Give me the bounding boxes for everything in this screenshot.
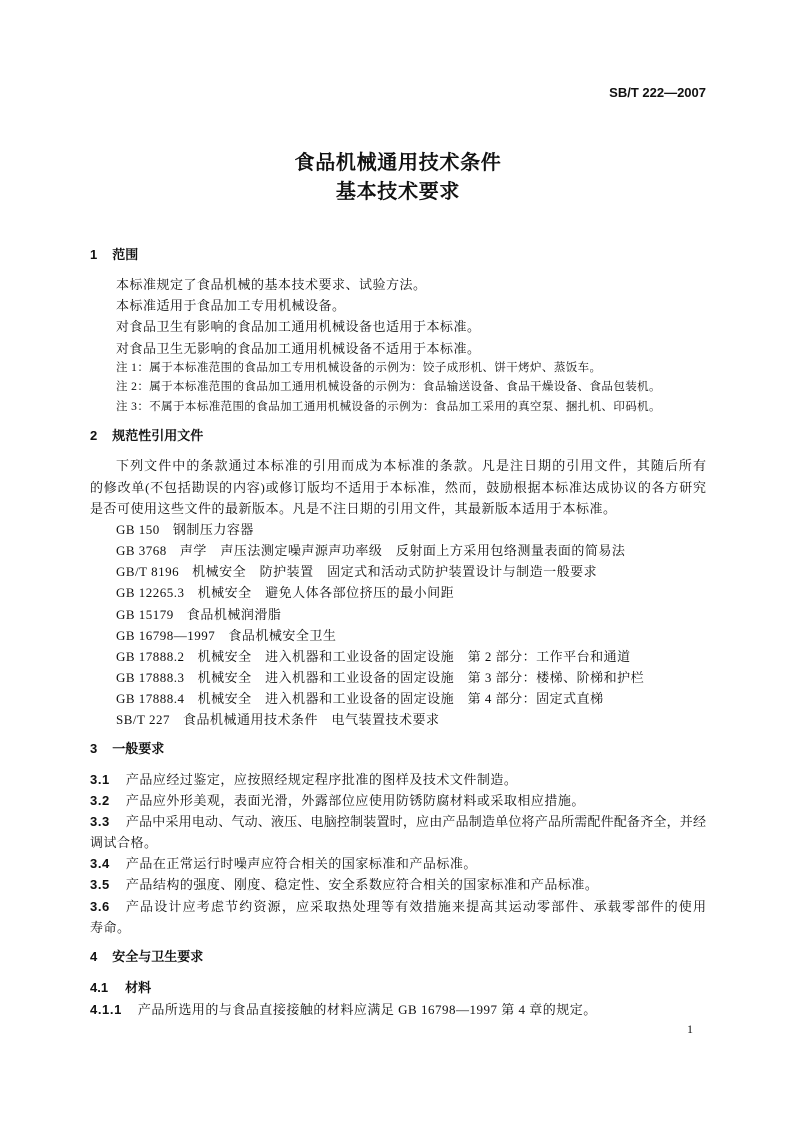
- clause-number: 3.3: [90, 813, 110, 829]
- paragraph: 本标准规定了食品机械的基本技术要求、试验方法。: [116, 277, 427, 293]
- section-heading-safety-hygiene: [90, 946, 706, 967]
- section-number: 4: [90, 948, 98, 964]
- reference-item: [90, 540, 706, 561]
- reference-code: GB 17888.4: [116, 691, 185, 707]
- paragraph: 本标准适用于食品加工专用机械设备。: [116, 298, 346, 314]
- reference-item: [90, 709, 706, 730]
- clause-number: 3.1: [90, 771, 110, 787]
- clause-text-continued: 寿命。: [90, 919, 131, 935]
- reference-item: [90, 561, 706, 582]
- section-number: 2: [90, 428, 98, 444]
- clause-number: 3.4: [90, 856, 110, 872]
- clause-text: 产品中采用电动、气动、液压、电脑控制装置时，应由产品制造单位将产品所需配件配备齐全，并经: [125, 813, 706, 829]
- section-heading-normative-references: [90, 425, 706, 446]
- title-main: 食品机械通用技术条件: [294, 150, 502, 174]
- reference-code: GB 17888.2: [116, 648, 185, 664]
- clause-text: 产品应外形美观，表面光滑，外露部位应使用防锈防腐材料或采取相应措施。: [125, 792, 585, 808]
- clause-text-continued: 调试合格。: [90, 835, 158, 851]
- reference-code: GB/T 8196: [116, 564, 180, 580]
- subsection-heading-materials: [90, 977, 706, 998]
- clause-text: 产品所选用的与食品直接接触的材料应满足 GB 16798—1997 第 4 章的规定。: [137, 1002, 597, 1018]
- clause-3-1: [90, 769, 706, 790]
- clause-4-1-1: [90, 999, 706, 1020]
- document-body: [90, 148, 706, 1020]
- section-title: 规范性引用文件: [112, 428, 204, 444]
- subsection-title: 材料: [125, 980, 152, 996]
- reference-title: 钢制压力容器: [172, 521, 254, 537]
- clause-3-3: [90, 811, 706, 832]
- section-heading-scope: [90, 244, 706, 265]
- reference-item: [90, 604, 706, 625]
- note: 注 3：不属于本标准范围的食品加工通用机械设备的示例为：食品加工采用的真空泵、捆扎机、印码机。: [116, 400, 661, 413]
- section-title: 安全与卫生要求: [112, 948, 204, 964]
- paragraph-line: 下列文件中的条款通过本标准的引用而成为本标准的条款。凡是注日期的引用文件，其随后所有: [116, 458, 706, 474]
- reference-item: [90, 519, 706, 540]
- reference-code: GB 15179: [116, 606, 174, 622]
- reference-code: GB 3768: [116, 543, 167, 559]
- clause-number: 3.5: [90, 877, 110, 893]
- paragraph-line: 是否可使用这些文件的最新版本。凡是不注日期的引用文件，其最新版本适用于本标准。: [90, 500, 617, 516]
- section-title: 一般要求: [112, 741, 165, 757]
- page-number: 1: [687, 1022, 693, 1036]
- reference-title: 机械安全 进入机器和工业设备的固定设施 第 2 部分：工作平台和通道: [197, 648, 631, 664]
- clause-text: 产品设计应考虑节约资源，应采取热处理等有效措施来提高其运动零部件、承载零部件的使用: [125, 898, 706, 914]
- section-number: 3: [90, 741, 98, 757]
- reference-title: 声学 声压法测定噪声源声功率级 反射面上方采用包络测量表面的简易法: [179, 543, 626, 559]
- subsection-number: 4.1: [90, 980, 109, 996]
- paragraph: 对食品卫生有影响的食品加工通用机械设备也适用于本标准。: [116, 319, 481, 335]
- reference-title: 机械安全 进入机器和工业设备的固定设施 第 4 部分：固定式直梯: [197, 691, 604, 707]
- clause-number: 3.6: [90, 898, 110, 914]
- clause-number: 3.2: [90, 792, 110, 808]
- reference-title: 食品机械润滑脂: [186, 606, 282, 622]
- reference-code: SB/T 227: [116, 712, 170, 728]
- paragraph-line: 的修改单(不包括勘误的内容)或修订版均不适用于本标准，然而，鼓励根据本标准达成协议的各方研究: [90, 479, 706, 495]
- reference-item: [90, 582, 706, 603]
- reference-item: [90, 646, 706, 667]
- document-title: [90, 148, 706, 206]
- section-title: 范围: [112, 247, 139, 262]
- reference-item: [90, 625, 706, 646]
- clause-3-2: [90, 790, 706, 811]
- standard-code: SB/T 222—2007: [609, 85, 706, 100]
- clause-3-5: [90, 874, 706, 895]
- reference-item: [90, 667, 706, 688]
- reference-code: GB 16798—1997: [116, 627, 216, 643]
- reference-code: GB 12265.3: [116, 585, 185, 601]
- reference-title: 机械安全 避免人体各部位挤压的最小间距: [197, 585, 455, 601]
- section-number: 1: [90, 247, 98, 262]
- paragraph: 对食品卫生无影响的食品加工通用机械设备不适用于本标准。: [116, 340, 481, 356]
- reference-code: GB 150: [116, 521, 160, 537]
- reference-title: 机械安全 进入机器和工业设备的固定设施 第 3 部分：楼梯、阶梯和护栏: [197, 670, 645, 685]
- reference-title: 食品机械安全卫生: [228, 627, 337, 643]
- note: 注 2：属于本标准范围的食品加工通用机械设备的示例为：食品输送设备、食品干燥设备、食品包装机。: [116, 381, 661, 394]
- clause-text: 产品在正常运行时噪声应符合相关的国家标准和产品标准。: [125, 856, 477, 872]
- note: 注 1：属于本标准范围的食品加工专用机械设备的示例为：饺子成形机、饼干烤炉、蒸饭车。: [116, 361, 602, 374]
- clause-number: 4.1.1: [90, 1002, 122, 1018]
- clause-text: 产品结构的强度、刚度、稳定性、安全系数应符合相关的国家标准和产品标准。: [125, 877, 599, 893]
- title-sub: 基本技术要求: [335, 179, 461, 203]
- section-heading-general-requirements: [90, 738, 706, 759]
- reference-title: 食品机械通用技术条件 电气装置技术要求: [182, 712, 440, 728]
- reference-title: 机械安全 防护装置 固定式和活动式防护装置设计与制造一般要求: [192, 564, 598, 580]
- clause-3-6: [90, 896, 706, 917]
- reference-item: [90, 688, 706, 709]
- clause-text: 产品应经过鉴定，应按照经规定程序批准的图样及技术文件制造。: [125, 771, 518, 787]
- clause-3-4: [90, 853, 706, 874]
- reference-code: GB 17888.3: [116, 670, 185, 685]
